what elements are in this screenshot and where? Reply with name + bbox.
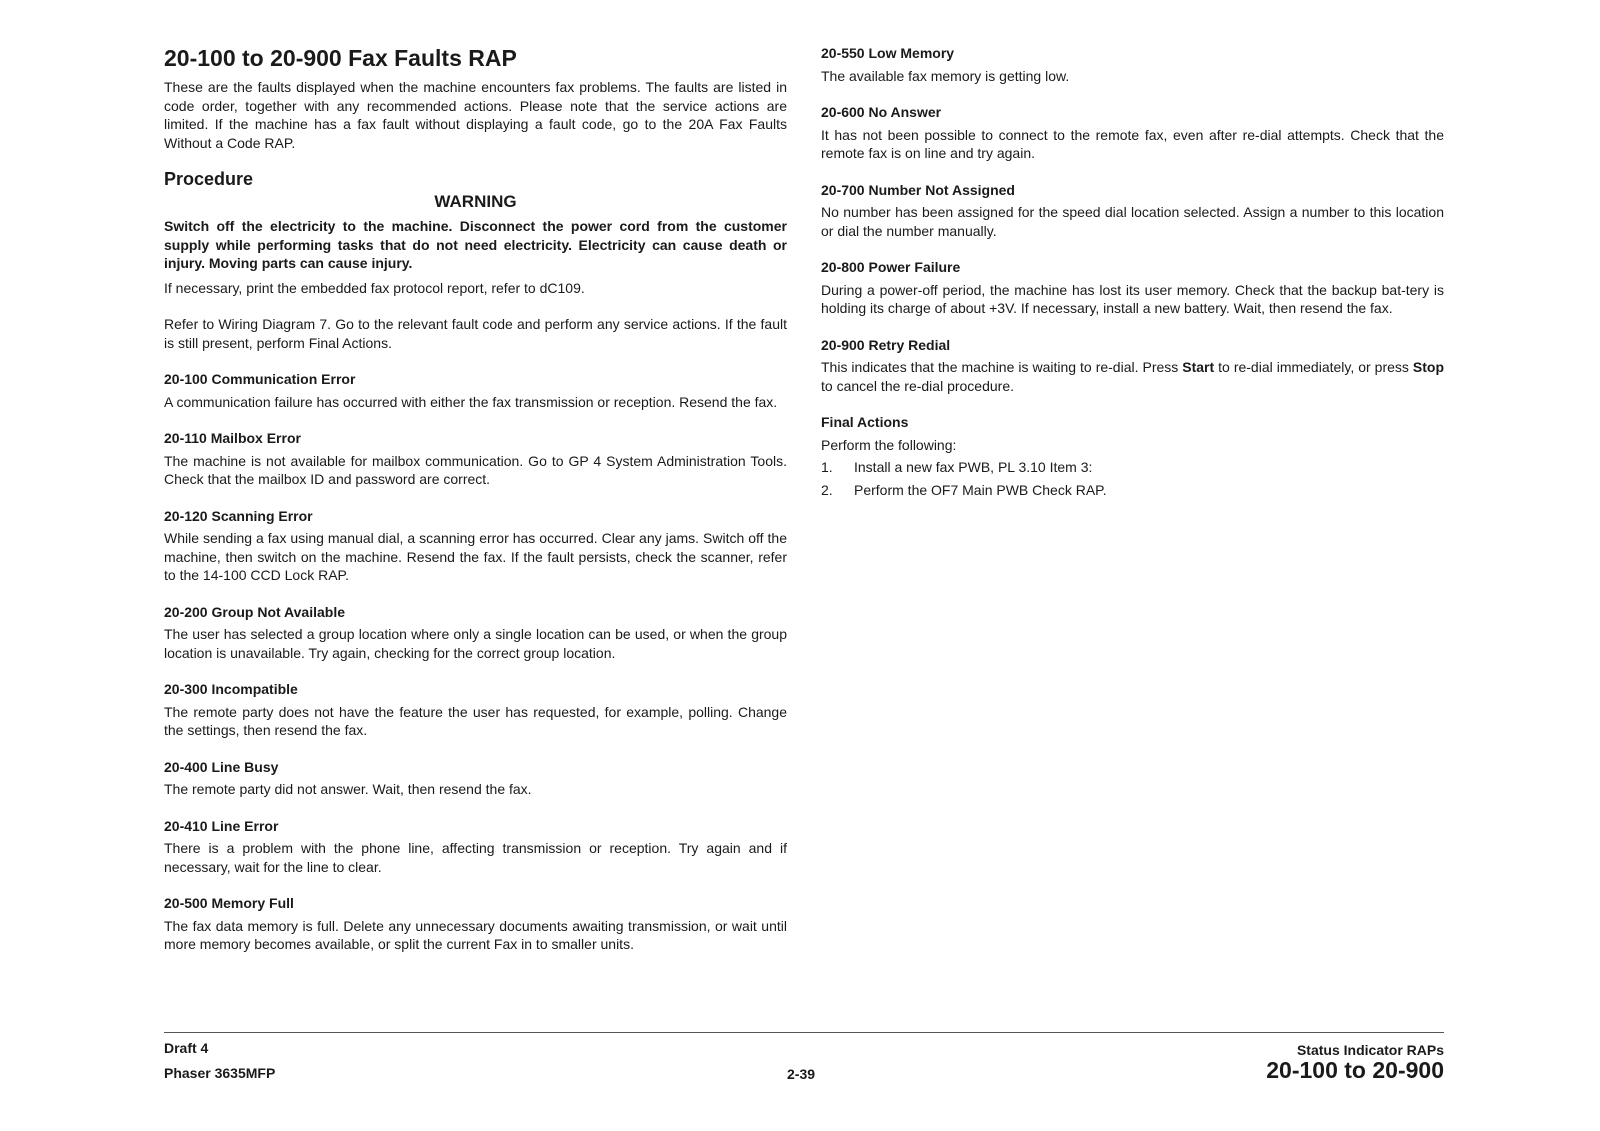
- fault-heading: 20-110 Mailbox Error: [164, 430, 301, 446]
- final-actions-heading: Final Actions: [821, 414, 909, 430]
- page-title: 20-100 to 20-900 Fax Faults RAP: [164, 45, 517, 71]
- intro-paragraph: These are the faults displayed when the machine encounters fax problems. The faults are listed in code order, together with any recommended actions. Please note that the service actions are limited. If the machine has a fax fault without displaying a fault code, go to the 20A Fax Faults Without a Code RAP.: [164, 79, 787, 151]
- spacer: [164, 297, 787, 315]
- fault-heading: 20-300 Incompatible: [164, 681, 298, 697]
- fault-text: No number has been assigned for the speed dial location selected. Assign a number to this location or dial the number manually.: [821, 204, 1444, 239]
- procedure-text-2: Refer to Wiring Diagram 7. Go to the relevant fault code and perform any service actions. If the fault is still present, perform Final Actions.: [164, 316, 787, 351]
- warning-text: Switch off the electricity to the machine. Disconnect the power cord from the customer supply while performing tasks that do not need electricity. Electricity can cause death or injury. Moving parts can cause injury.: [164, 218, 787, 271]
- fault-text: While sending a fax using manual dial, a scanning error has occurred. Clear any jams. Switch off the machine, then switch on the machine. Resend the fax. If the fault persists, check the scanner, refer to the 14-100 CCD Lock RAP.: [164, 530, 787, 583]
- fault-20-110: [164, 429, 787, 489]
- stop-keyword: Stop: [1412, 359, 1445, 375]
- final-actions-intro: Perform the following:: [821, 436, 957, 453]
- fault-heading: 20-120 Scanning Error: [164, 507, 313, 524]
- fault-20-300: [164, 680, 787, 740]
- retry-text-1: This indicates that the machine is waiting to re-dial. Press: [821, 359, 1183, 375]
- footer-range: 20-100 to 20-900: [1266, 1057, 1444, 1083]
- fault-20-600: [821, 103, 1444, 163]
- fault-text: A communication failure has occurred with either the fax transmission or reception. Resend the fax.: [164, 393, 778, 410]
- fault-20-100: [164, 370, 787, 411]
- list-item: [821, 481, 1444, 500]
- fault-20-200: [164, 603, 787, 663]
- start-keyword: Start: [1182, 359, 1215, 375]
- final-actions: [821, 413, 1444, 499]
- step-text: Install a new fax PWB, PL 3.10 Item 3:: [854, 459, 1093, 475]
- left-column: [164, 40, 787, 954]
- fault-text: It has not been possible to connect to the remote fax, even after re-dial attempts. Check that the remote fax is on line and try again.: [821, 126, 1444, 161]
- fault-20-410: [164, 817, 787, 877]
- fault-20-120: [164, 507, 787, 585]
- retry-text: [821, 358, 1444, 395]
- retry-text-3: to cancel the re-dial procedure.: [821, 377, 1014, 394]
- fault-text: The machine is not available for mailbox communication. Go to GP 4 System Administration Tools. Check that the mailbox ID and password are correct.: [164, 452, 787, 487]
- step-text: Perform the OF7 Main PWB Check RAP.: [854, 481, 1107, 498]
- fault-text: The remote party did not answer. Wait, then resend the fax.: [164, 781, 532, 797]
- fault-heading: 20-410 Line Error: [164, 817, 279, 834]
- footer-divider: [164, 1032, 1444, 1033]
- fault-text: There is a problem with the phone line, affecting transmission or reception. Try again and if necessary, wait for the line to clear.: [164, 840, 787, 875]
- fault-heading: 20-800 Power Failure: [821, 259, 961, 275]
- fault-text: The user has selected a group location where only a single location can be used, or when the group location is unavailable. Try again, checking for the correct group location.: [164, 626, 787, 661]
- footer-draft: Draft 4: [164, 1040, 209, 1056]
- fault-heading: 20-900 Retry Redial: [821, 336, 951, 353]
- fault-heading: 20-200 Group Not Available: [164, 603, 346, 620]
- fault-heading: 20-600 No Answer: [821, 104, 942, 120]
- footer-section: Status Indicator RAPs: [1296, 1042, 1444, 1058]
- fault-heading: 20-400 Line Busy: [164, 758, 279, 775]
- right-column: [821, 40, 1444, 503]
- fault-text: During a power-off period, the machine has lost its user memory. Check that the backup bat-tery is holding its charge of about +3V. If necessary, install a new battery. Wait, then resend the fax.: [821, 281, 1444, 316]
- step-number: 2.: [821, 481, 833, 498]
- warning-heading: WARNING: [434, 191, 517, 211]
- fault-20-500: [164, 894, 787, 954]
- step-number: 1.: [821, 459, 833, 475]
- fault-20-550: [821, 44, 1444, 85]
- fault-heading: 20-500 Memory Full: [164, 895, 294, 911]
- procedure-text-1: If necessary, print the embedded fax protocol report, refer to dC109.: [164, 279, 585, 296]
- retry-text-2: to re-dial immediately, or press: [1214, 359, 1413, 375]
- fault-heading: 20-100 Communication Error: [164, 371, 356, 387]
- fault-heading: 20-550 Low Memory: [821, 45, 955, 61]
- final-actions-steps: [821, 458, 1444, 499]
- fault-20-400: [164, 758, 787, 799]
- list-item: [821, 458, 1444, 477]
- procedure-heading: Procedure: [164, 169, 254, 189]
- fault-20-900: [821, 336, 1444, 396]
- fault-heading: 20-700 Number Not Assigned: [821, 181, 1015, 198]
- fault-text: The remote party does not have the feature the user has requested, for example, polling. Change the settings, then resend the fax.: [164, 703, 787, 738]
- fault-20-700: [821, 181, 1444, 241]
- footer-product: Phaser 3635MFP: [164, 1065, 276, 1081]
- page-number: 2-39: [787, 1066, 816, 1082]
- fault-20-800: [821, 258, 1444, 318]
- fault-text: The available fax memory is getting low.: [821, 67, 1070, 84]
- fault-text: The fax data memory is full. Delete any unnecessary documents awaiting transmission, or wait until more memory becomes available, or split the current Fax in to smaller units.: [164, 917, 787, 952]
